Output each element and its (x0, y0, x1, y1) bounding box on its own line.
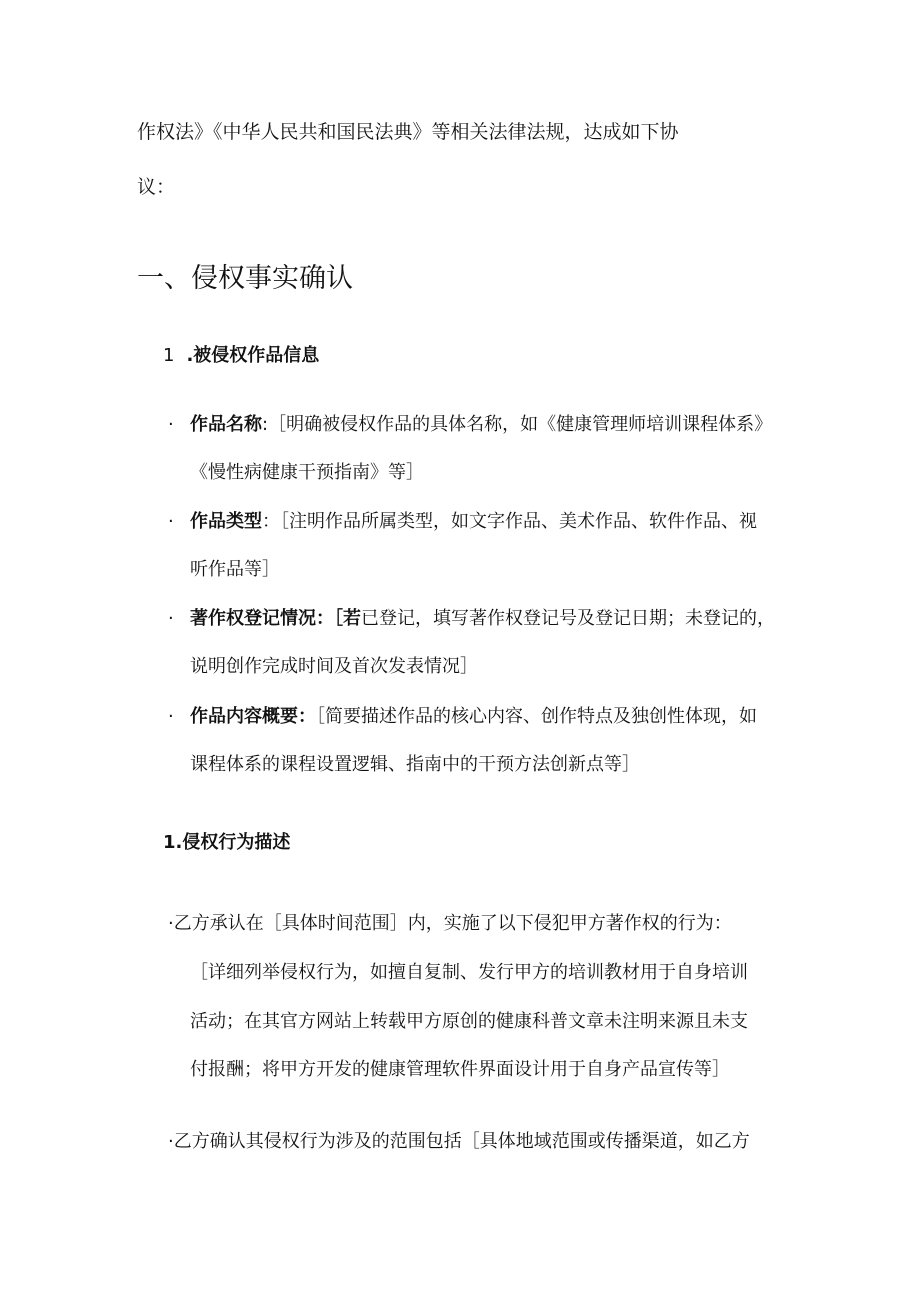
item-text: 已登记，填写著作权登记号及登记日期；未登记的， (361, 608, 775, 629)
item-label: 作品类型 (190, 511, 262, 532)
section-title: 一、侵权事实确认 (137, 263, 353, 294)
paragraph-1-line-1: ·乙方承认在［具体时间范围］内，实施了以下侵犯甲方著作权的行为： (168, 913, 732, 934)
list-item-registration-line-1 (190, 605, 775, 633)
list-item-summary-line-1 (190, 703, 757, 731)
bullet-dot: · (168, 511, 174, 532)
item-sep: ： (262, 511, 280, 532)
item-sep: : (262, 414, 269, 435)
subsection-2-title: 1.侵权行为描述 (163, 832, 291, 853)
paragraph-2-line-1: ·乙方确认其侵权行为涉及的范围包括［具体地域范围或传播渠道，如乙方 (168, 1131, 750, 1152)
list-item-registration-line-2: 说明创作完成时间及首次发表情况］ (190, 656, 478, 677)
list-item-name-line-1 (190, 411, 772, 439)
paragraph-1-line-3: 活动；在其官方网站上转载甲方原创的健康科普文章未注明来源且未支 (190, 1011, 748, 1032)
list-item-name-line-2: 《慢性病健康干预指南》等］ (190, 462, 424, 483)
item-text: ［明确被侵权作品的具体名称，如《健康管理师培训课程体系》 (268, 414, 773, 435)
paragraph-1-line-4: 付报酬；将甲方开发的健康管理软件界面设计用于自身产品宣传等］ (190, 1059, 730, 1080)
list-item-type-line-2: 听作品等］ (190, 559, 280, 580)
list-item-type-line-1 (190, 508, 757, 536)
item-label: 著作权登记情况：［若 (190, 608, 361, 629)
bullet-dot: · (168, 706, 174, 727)
subsection-1-label: .被侵权作品信息 (186, 345, 320, 366)
item-label: 作品名称 (190, 414, 262, 435)
bullet-dot: · (168, 414, 174, 435)
item-text: ［注明作品所属类型，如文字作品、美术作品、软件作品、视 (280, 511, 757, 532)
item-text: ［简要描述作品的核心内容、创作特点及独创性体现，如 (316, 706, 757, 727)
intro-line-2: 议： (137, 176, 176, 198)
paragraph-1-line-2: ［详细列举侵权行为，如擅自复制、发行甲方的培训教材用于自身培训 (190, 962, 748, 983)
subsection-1-title (163, 342, 319, 370)
intro-line-1: 作权法》《中华人民共和国民法典》等相关法律法规，达成如下协 (137, 121, 679, 143)
list-item-summary-line-2: 课程体系的课程设置逻辑、指南中的干预方法创新点等］ (190, 754, 640, 775)
item-label: 作品内容概要： (190, 706, 316, 727)
bullet-dot: · (168, 608, 174, 629)
subsection-1-number: 1 (163, 345, 175, 366)
